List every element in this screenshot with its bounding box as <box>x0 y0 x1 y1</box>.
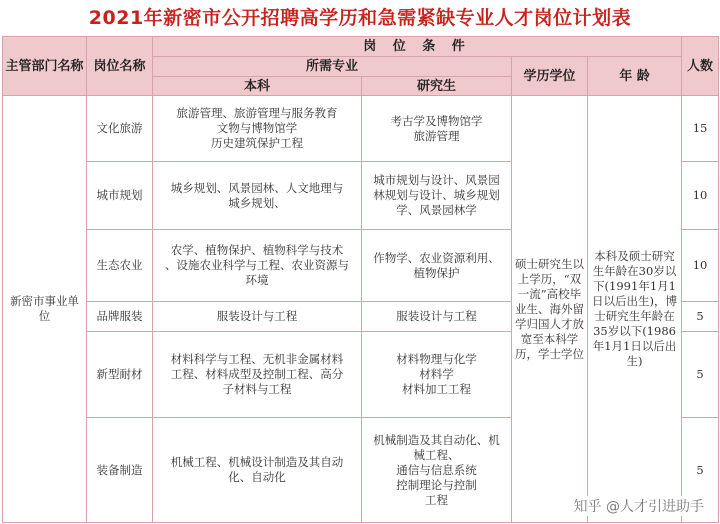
header-undergrad: 本科 <box>153 77 362 96</box>
grad-major-cell <box>362 230 512 302</box>
undergrad-major-cell <box>153 332 362 418</box>
header-age: 年 龄 <box>588 57 682 96</box>
major-line: 旅游管理 <box>413 128 460 143</box>
header-conditions: 岗 位 条 件 <box>153 37 682 57</box>
header-grad: 研究生 <box>362 77 512 96</box>
major-line: 植物保护 <box>413 265 460 280</box>
major-line: 械工程、 <box>413 447 460 462</box>
major-line: 材料加工工程 <box>402 382 471 396</box>
header-dept: 主管部门名称 <box>3 37 87 96</box>
grad-major-cell <box>362 332 512 418</box>
count-cell: 10 <box>682 162 719 230</box>
major-line: 学、风景园林学 <box>396 203 477 217</box>
major-line: 子材料与工程 <box>222 382 292 396</box>
major-line: 考古学及博物馆学 <box>390 113 483 128</box>
major-line: 机械制造及其自动化、机 <box>373 432 500 447</box>
count-cell: 10 <box>682 230 719 302</box>
major-line: 工程、材料成型及控制工程、高分 <box>170 367 344 381</box>
position-cell: 城市规划 <box>87 162 153 230</box>
page-title: 2021年新密市公开招聘高学历和急需紧缺专业人才岗位计划表 <box>88 7 632 29</box>
major-line: 材料科学与工程、无机非金属材料 <box>170 352 344 366</box>
major-line: 作物学、农业资源利用、 <box>373 250 500 265</box>
major-line: 旅游管理、旅游管理与服务教育 <box>176 106 338 120</box>
major-line: 林规划与设计、城乡规划 <box>373 188 500 202</box>
major-line: 环境 <box>245 273 269 287</box>
position-cell: 生态农业 <box>87 230 153 302</box>
major-line: 农学、植物保护、植物科学与技术 <box>170 243 344 257</box>
header-education: 学历学位 <box>512 57 588 96</box>
major-line: 工程 <box>425 492 448 507</box>
major-line: 城乡规划、 <box>228 195 286 210</box>
count-cell: 15 <box>682 96 719 162</box>
header-position: 岗位名称 <box>87 37 153 96</box>
position-cell: 装备制造 <box>87 418 153 523</box>
major-line: 城市规划与设计、风景园 <box>373 173 500 187</box>
position-cell: 文化旅游 <box>87 96 153 162</box>
major-line: 机械工程、机械设计制造及其自动 <box>170 455 344 469</box>
age-requirement-cell: 本科及硕士研究生年龄在30岁以下(1991年1月1日以后出生)，博士研究生年龄在35岁以下(1986年1月1日以后出生) <box>588 96 682 523</box>
position-cell: 新型耐材 <box>87 332 153 418</box>
table-body <box>3 96 719 523</box>
major-line: 文物与博物馆学 <box>216 121 298 135</box>
major-line: 控制理论与控制 <box>396 477 477 492</box>
major-line: 材料学 <box>419 367 454 381</box>
major-line: 化、自动化 <box>228 470 286 484</box>
department-cell: 新密市事业单位 <box>3 96 87 523</box>
count-cell: 5 <box>682 418 719 523</box>
major-line: 通信与信息系统 <box>396 462 477 477</box>
major-line: 城乡规划、风景园林、人文地理与 <box>170 180 344 195</box>
undergrad-major-cell <box>153 418 362 523</box>
major-line: 服装设计与工程 <box>396 309 477 323</box>
count-cell: 5 <box>682 332 719 418</box>
major-line: 服装设计与工程 <box>216 309 298 323</box>
major-line: 材料物理与化学 <box>396 352 477 366</box>
major-line: 、设施农业科学与工程、农业资源与 <box>165 258 349 272</box>
grad-major-cell <box>362 162 512 230</box>
undergrad-major-cell <box>153 96 362 162</box>
major-line: 历史建筑保护工程 <box>211 136 303 150</box>
undergrad-major-cell <box>153 302 362 332</box>
grad-major-cell <box>362 302 512 332</box>
undergrad-major-cell <box>153 162 362 230</box>
grad-major-cell <box>362 418 512 523</box>
undergrad-major-cell <box>153 230 362 302</box>
count-cell: 5 <box>682 302 719 332</box>
header-count: 人数 <box>682 37 719 96</box>
header-major: 所需专业 <box>153 57 512 77</box>
education-requirement-cell: 硕士研究生以上学历，“双一流”高校毕业生、海外留学归国人才放宽至本科学历，学士学位 <box>512 96 588 523</box>
position-cell: 品牌服装 <box>87 302 153 332</box>
watermark: 知乎 @人才引进助手 <box>572 496 706 516</box>
grad-major-cell <box>362 96 512 162</box>
recruitment-table <box>2 36 719 523</box>
